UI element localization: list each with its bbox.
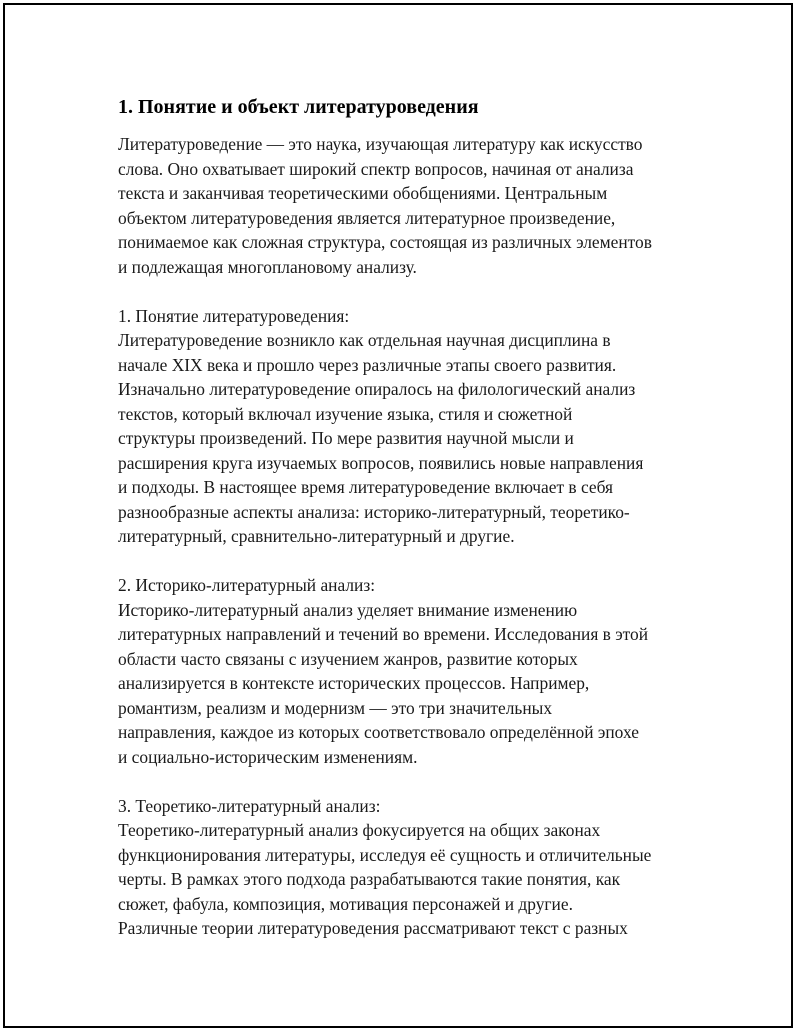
document-body — [118, 94, 698, 965]
paragraph-theoretical-analysis: 3. Теоретико-литературный анализ: Теоретико-литературный анализ фокусируется на общих законах функционирования литературы, исследуя её сущность и отличительные черты. В рамках этого подхода разрабатываются такие понятия, как сюжет, фабула, композиция, мотивация персонажей и другие. Различные теории литературоведения рассматривают текст с разных — [118, 795, 652, 938]
paragraph-historical-analysis: 2. Историко-литературный анализ: Историко-литературный анализ уделяет внимание изменению литературных направлений и течений во времени. Исследования в этой области часто связаны с изучением жанров, развитие которых анализируется в контексте исторических процессов. Например, романтизм, реализм и модернизм — это три значительных направления, каждое из которых соответствовало определённой эпохе и социально-историческим изменениям. — [118, 575, 649, 767]
paragraph-intro: Литературоведение — это наука, изучающая литературу как искусство слова. Оно охватывает широкий спектр вопросов, начиная от анализа текста и заканчивая теоретическими обобщениями. Центральным объектом литературоведения является литературное произведение, понимаемое как сложная структура, состоящая из различных элементов и подлежащая многоплановому анализу. — [118, 134, 652, 277]
section-heading: 1. Понятие и объект литературоведения — [118, 96, 479, 118]
paragraph-concept: 1. Понятие литературоведения: Литературоведение возникло как отдельная научная дисциплина в начале XIX века и прошло через различные этапы своего развития. Изначально литературоведение опиралось на филологический анализ текстов, который включал изучение языка, стиля и сюжетной структуры произведений. По мере развития научной мысли и расширения круга изучаемых вопросов, появились новые направления и подходы. В настоящее время литературоведение включает в себя разнообразные аспекты анализа: историко-литературный, теоретико- литературный, сравнительно-литературный и другие. — [118, 305, 644, 546]
